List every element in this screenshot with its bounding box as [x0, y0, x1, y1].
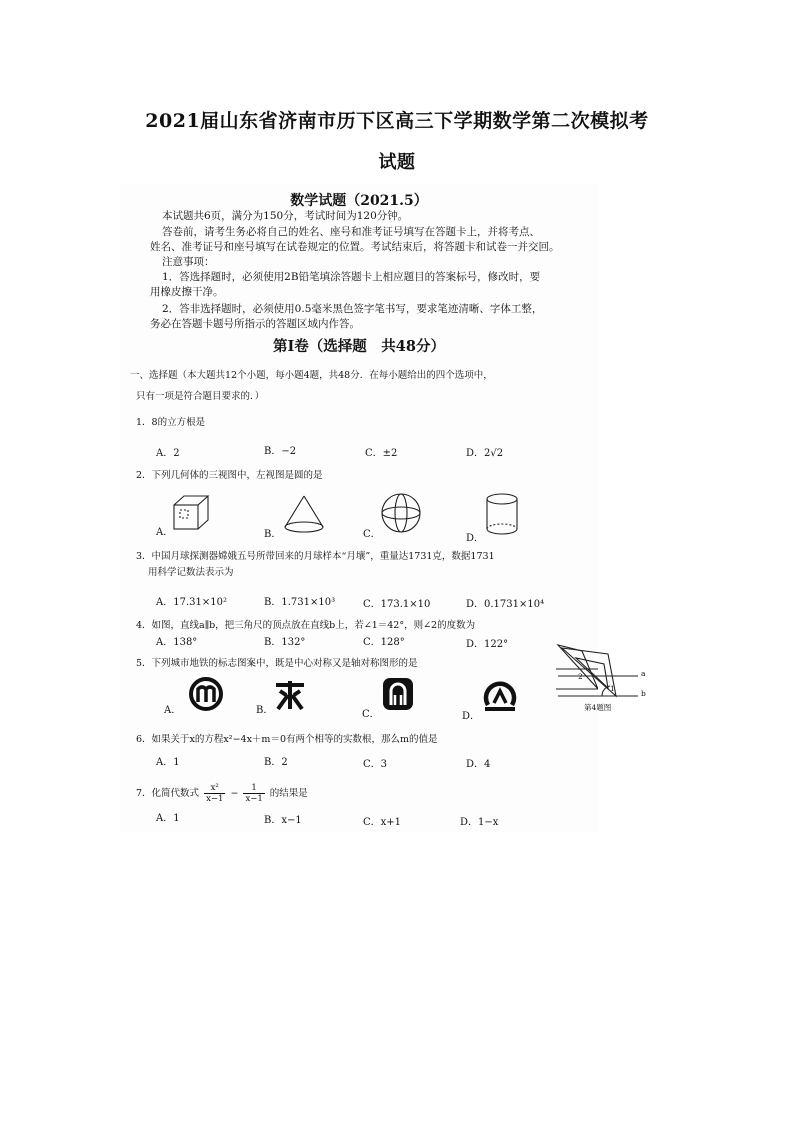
- question-stem: 3．中国月球探测器嫦娥五号所带回来的月球样本“月壤”，重量达1731克，数据1731: [136, 551, 495, 562]
- fraction-denominator: x−1: [206, 794, 224, 804]
- question-stem: 6．如果关于x的方程x²−4x＋m＝0有两个相等的实数根，那么m的值是: [136, 734, 438, 745]
- question-stem: 5．下列城市地铁的标志图案中，既是中心对称又是轴对称图形的是: [136, 658, 418, 669]
- question-stem: 4．如图，直线a∥b，把三角尺的顶点放在直线b上，若∠1＝42°，则∠2的度数为: [136, 620, 476, 631]
- option-b: B．1.731×10³: [264, 597, 336, 608]
- intro-line: 注意事项：: [162, 256, 215, 268]
- fraction: [204, 783, 225, 804]
- intro-line: 务必在答题卡题号所指示的答题区域内作答。: [150, 318, 360, 330]
- metro-logo-d-icon: [482, 679, 518, 715]
- document-title-line1: 2021届山东省济南市历下区高三下学期数学第二次模拟考: [145, 110, 649, 132]
- section-desc: 一、选择题（本大题共12个小题，每小题4题，共48分．在每小题给出的四个选项中，: [130, 370, 493, 381]
- minus-sign: −: [230, 788, 239, 799]
- option-d: D．: [462, 711, 481, 722]
- option-c: C．±2: [365, 448, 398, 459]
- q7-stem-pre: 7．化简代数式: [136, 788, 200, 799]
- intro-line: 姓名、准考证号和座号填写在试卷规定的位置。考试结束后，将答题卡和试卷一并交回。: [150, 241, 560, 253]
- metro-logo-a-icon: [188, 676, 224, 712]
- fraction-numerator: 1: [243, 783, 264, 794]
- option-b: B．: [256, 705, 274, 716]
- option-b: B．: [264, 529, 282, 540]
- question-stem: [136, 783, 308, 804]
- metro-logo-c-icon: [380, 675, 416, 713]
- option-c: C．3: [363, 759, 388, 770]
- option-d: D．2√2: [466, 448, 504, 459]
- figure-4-label-a: a: [641, 669, 646, 678]
- section-title: 第Ⅰ卷（选择题 共48分）: [273, 338, 445, 355]
- option-b: B．x−1: [264, 815, 302, 826]
- option-a: A．1: [156, 757, 180, 768]
- fraction: [243, 783, 264, 804]
- figure-4-label-1: 1: [610, 684, 615, 693]
- question-stem-cont: 用科学记数法表示为: [148, 567, 234, 578]
- option-b: B．−2: [264, 446, 297, 457]
- option-c: C．: [363, 529, 381, 540]
- cone-icon: [280, 493, 328, 537]
- cylinder-icon: [482, 491, 522, 539]
- sphere-icon: [379, 491, 423, 535]
- scanned-exam-page: [120, 183, 598, 833]
- option-c: C．128°: [363, 637, 405, 648]
- paper-title: 数学试题（2021.5）: [290, 193, 428, 209]
- option-b: B．132°: [264, 637, 306, 648]
- intro-line: 本试题共6页，满分为150分，考试时间为120分钟。: [162, 210, 409, 222]
- option-d: D．: [466, 533, 485, 544]
- figure-4-caption: 第4题图: [584, 703, 612, 712]
- figure-4-label-2: 2: [578, 672, 583, 681]
- option-a: A．1: [156, 813, 180, 824]
- fraction-numerator: x²: [204, 783, 225, 794]
- option-a: A．: [164, 705, 182, 716]
- intro-line: 用橡皮擦干净。: [150, 286, 224, 298]
- option-a: A．: [156, 527, 174, 538]
- option-a: A．17.31×10²: [156, 597, 227, 608]
- option-b: B．2: [264, 757, 288, 768]
- option-d: D．1−x: [460, 817, 499, 828]
- section-desc: 只有一项是符合题目要求的．）: [136, 391, 265, 402]
- intro-line: 2．答非选择题时，必须使用0.5毫米黑色签字笔书写，要求笔迹清晰、字体工整，: [162, 303, 543, 315]
- metro-logo-b-icon: [272, 679, 308, 711]
- fraction-denominator: x−1: [245, 794, 263, 804]
- option-c: C．: [362, 709, 380, 720]
- option-d: D．4: [466, 759, 491, 770]
- intro-line: 答卷前，请考生务必将自己的姓名、座号和准考证号填写在答题卡上，并将考点、: [162, 226, 540, 238]
- cube-icon: [170, 493, 212, 533]
- intro-line: 1．答选择题时，必须使用2B铅笔填涂答题卡上相应题目的答案标号，修改时，要: [162, 271, 541, 283]
- option-c: C．x+1: [363, 817, 402, 828]
- figure-4-label-b: b: [641, 689, 646, 698]
- option-c: C．173.1×10: [363, 599, 431, 610]
- q7-stem-post: 的结果是: [269, 788, 308, 799]
- question-stem: 1．8的立方根是: [136, 417, 206, 428]
- document-title-line2: 试题: [378, 152, 416, 173]
- option-d: D．0.1731×10⁴: [466, 599, 545, 610]
- option-a: A．138°: [156, 637, 198, 648]
- question-stem: 2．下列几何体的三视图中，左视图是圆的是: [136, 470, 323, 481]
- option-a: A．2: [156, 448, 180, 459]
- option-d: D．122°: [466, 639, 509, 650]
